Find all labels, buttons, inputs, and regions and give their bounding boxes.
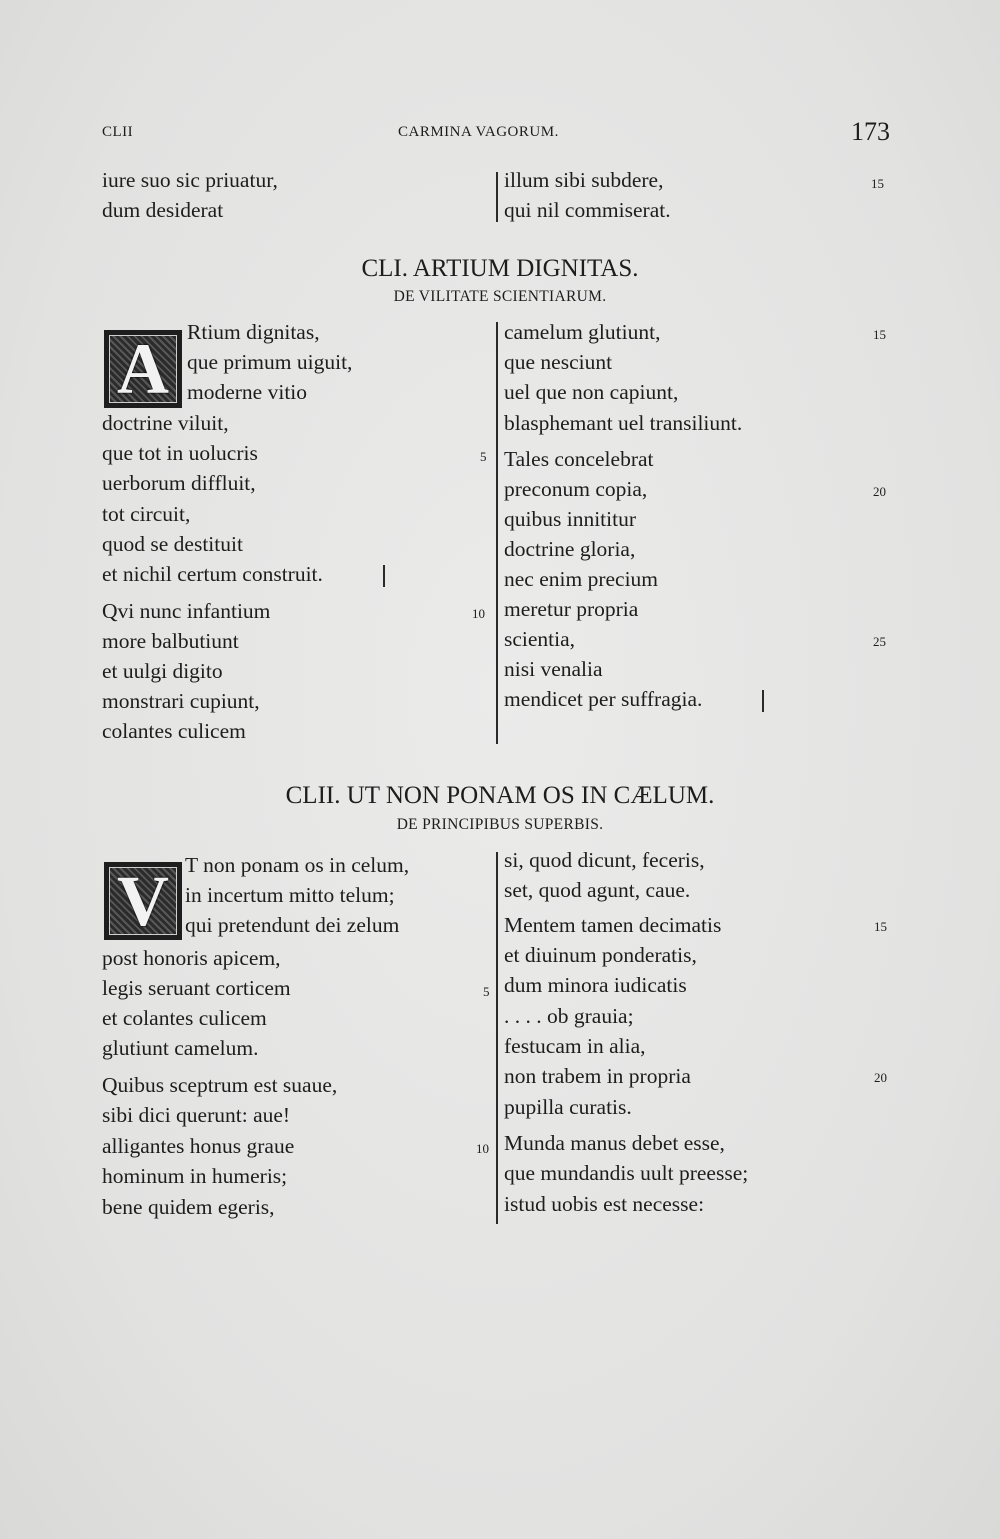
verse-line: in incertum mitto telum; — [185, 883, 395, 907]
verse-line: non trabem in propria — [504, 1064, 691, 1088]
line-number: 20 — [873, 484, 886, 499]
dropcap-ornament — [104, 330, 182, 408]
dropcap-letter: V — [117, 860, 169, 941]
dropcap-letter: A — [117, 328, 169, 409]
verse-line: hominum in humeris; — [102, 1164, 288, 1188]
verse-line: colantes culicem — [102, 719, 246, 743]
verse-line: camelum glutiunt, — [504, 320, 661, 344]
line-number: 5 — [483, 984, 490, 999]
poem-title: CLII. UT NON PONAM OS IN CÆLUM. — [285, 782, 715, 809]
verse-line: qui pretendunt dei zelum — [185, 913, 400, 937]
verse-line: et diuinum ponderatis, — [504, 943, 697, 967]
verse-line: quibus innititur — [504, 507, 636, 531]
column-divider — [496, 172, 498, 222]
line-number: 25 — [873, 634, 886, 649]
verse-line: moderne vitio — [187, 380, 308, 404]
verse-line: preconum copia, — [504, 477, 648, 501]
verse-line: sibi dici querunt: aue! — [102, 1103, 291, 1127]
verse-line: uel que non capiunt, — [504, 380, 679, 404]
verse-line: alligantes honus graue — [102, 1134, 295, 1158]
column-divider — [496, 322, 498, 744]
verse-line: que tot in uolucris — [102, 441, 258, 465]
line-number: 15 — [873, 327, 886, 342]
poem-subtitle: DE PRINCIPIBUS SUPERBIS. — [396, 816, 604, 833]
verse-line: nisi venalia — [504, 657, 603, 681]
verse-line: bene quidem egeris, — [102, 1195, 275, 1219]
verse-line: illum sibi subdere, — [504, 168, 664, 192]
verse-line: scientia, — [504, 627, 576, 651]
running-title: CARMINA VAGORUM. — [398, 124, 559, 140]
verse-line: tot circuit, — [102, 502, 191, 526]
verse-line: que primum uiguit, — [187, 350, 353, 374]
poem-subtitle: DE VILITATE SCIENTIARUM. — [393, 288, 607, 305]
page-number: 173 — [851, 117, 890, 146]
line-number: 20 — [874, 1070, 887, 1085]
line-number: 10 — [476, 1141, 489, 1156]
poem-title: CLI. ARTIUM DIGNITAS. — [361, 255, 639, 282]
verse-line: glutiunt camelum. — [102, 1036, 259, 1060]
verse-line: Quibus sceptrum est suaue, — [102, 1073, 338, 1097]
verse-line: Rtium dignitas, — [187, 320, 320, 344]
verse-line: post honoris apicem, — [102, 946, 281, 970]
verse-line: doctrine gloria, — [504, 537, 636, 561]
verse-line: Munda manus debet esse, — [504, 1131, 725, 1155]
verse-line: festucam in alia, — [504, 1034, 646, 1058]
verse-line: que nesciunt — [504, 350, 613, 374]
verse-line: Tales concelebrat — [504, 447, 654, 471]
verse-line: monstrari cupiunt, — [102, 689, 260, 713]
verse-line: et uulgi digito — [102, 659, 223, 683]
verse-line: pupilla curatis. — [504, 1095, 632, 1119]
stanza-mark — [762, 690, 764, 712]
verse-line: legis seruant corticem — [102, 976, 291, 1000]
verse-line: que mundandis uult preesse; — [504, 1161, 749, 1185]
verse-line: si, quod dicunt, feceris, — [504, 848, 705, 872]
verse-line: Mentem tamen decimatis — [504, 913, 722, 937]
dropcap-ornament — [104, 862, 182, 940]
verse-line: Qvi nunc infantium — [102, 599, 271, 623]
verse-line: uerborum diffluit, — [102, 471, 256, 495]
verse-line: dum desiderat — [102, 198, 224, 222]
verse-line: doctrine viluit, — [102, 411, 229, 435]
verse-line: meretur propria — [504, 597, 639, 621]
verse-line: istud uobis est necesse: — [504, 1192, 705, 1216]
verse-line: more balbutiunt — [102, 629, 239, 653]
line-number: 5 — [480, 449, 487, 464]
verse-line: qui nil commiserat. — [504, 198, 671, 222]
section-marker: CLII — [102, 124, 134, 140]
verse-line: T non ponam os in celum, — [185, 853, 410, 877]
verse-line: dum minora iudicatis — [504, 973, 687, 997]
stanza-mark — [383, 565, 385, 587]
column-divider — [496, 852, 498, 1224]
verse-line: et colantes culicem — [102, 1006, 267, 1030]
line-number: 15 — [874, 919, 887, 934]
verse-line: et nichil certum construit. — [102, 562, 323, 586]
verse-line: . . . . ob grauia; — [504, 1004, 634, 1028]
verse-line: nec enim precium — [504, 567, 659, 591]
line-number: 10 — [472, 606, 485, 621]
verse-line: mendicet per suffragia. — [504, 687, 703, 711]
verse-line: set, quod agunt, caue. — [504, 878, 691, 902]
verse-line: quod se destituit — [102, 532, 243, 556]
line-number: 15 — [871, 176, 884, 191]
verse-line: blasphemant uel transiliunt. — [504, 411, 743, 435]
verse-line: iure suo sic priuatur, — [102, 168, 278, 192]
